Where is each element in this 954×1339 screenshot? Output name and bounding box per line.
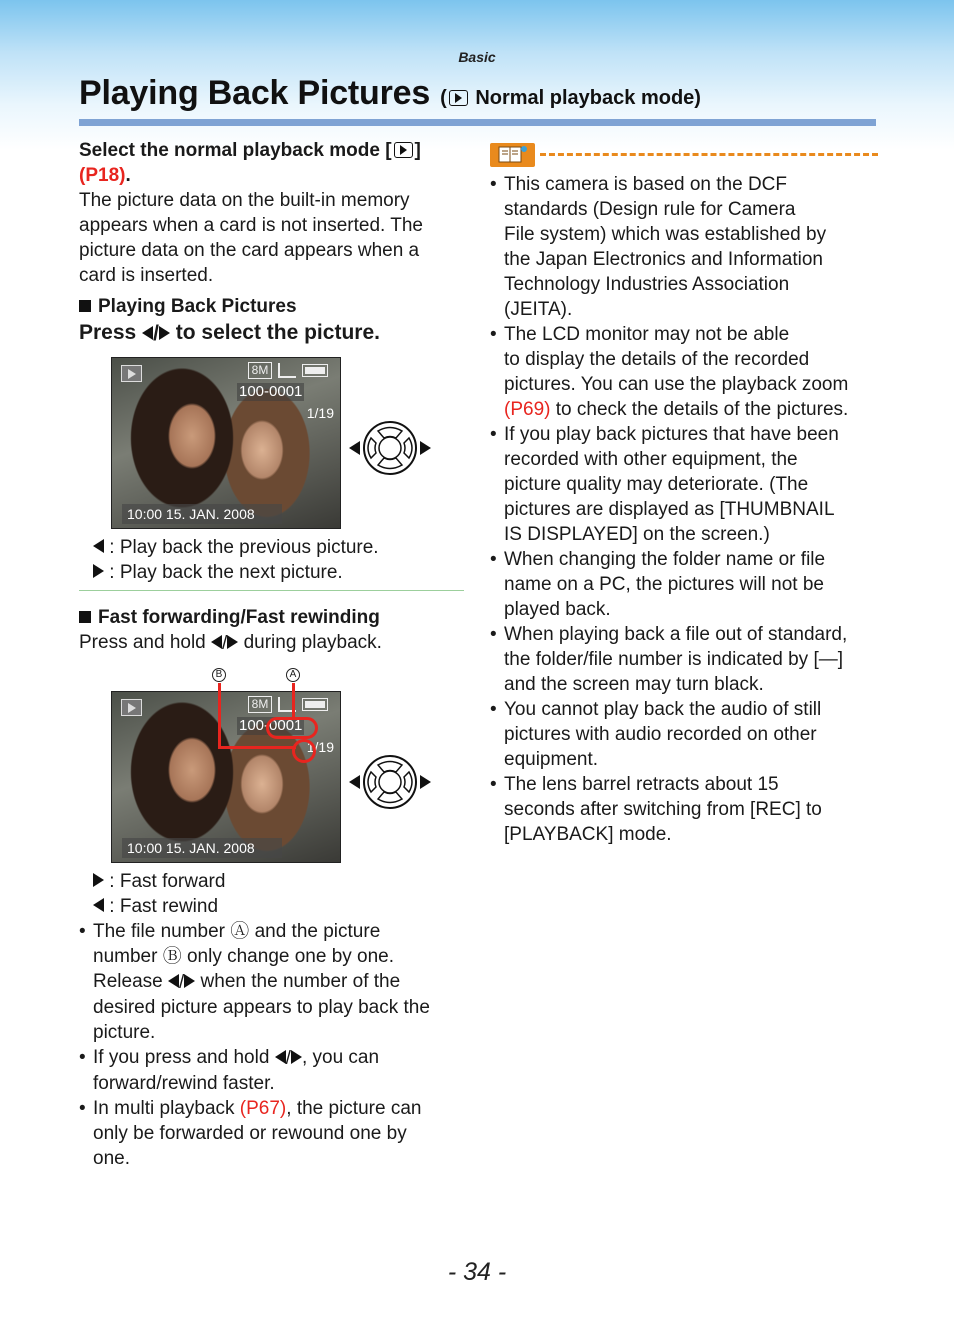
note-line: Technology Industries Association bbox=[504, 274, 790, 295]
release-prefix: Release bbox=[93, 971, 168, 992]
left-right-arrows-icon: / bbox=[142, 321, 170, 346]
left-right-arrows-icon: / bbox=[211, 631, 238, 656]
left-arrow-icon bbox=[93, 898, 104, 912]
cursor-button-left-right-icon bbox=[345, 420, 435, 476]
note-line bbox=[504, 397, 880, 422]
subtitle-text: Normal playback mode) bbox=[475, 87, 701, 109]
release-suffix: when the number of the bbox=[195, 971, 401, 992]
battery-icon bbox=[302, 364, 328, 377]
picture-number-highlight bbox=[292, 739, 316, 763]
note-line: played back. bbox=[504, 599, 611, 620]
hold-suffix: , you can bbox=[301, 1047, 380, 1068]
quality-icon bbox=[278, 363, 296, 378]
fast-press-instruction bbox=[79, 630, 464, 656]
note-line: • If you play back pictures that have been bbox=[504, 424, 839, 445]
note-line: • The lens barrel retracts about 15 bbox=[504, 774, 779, 795]
bullet-line: forward/rewind faster. bbox=[93, 1073, 275, 1094]
bullet-line: number Ⓑ only change one by one. bbox=[93, 946, 395, 967]
fast-bullet bbox=[79, 919, 464, 1045]
callout-a: A bbox=[286, 668, 300, 682]
bullet-line bbox=[93, 969, 464, 995]
press-prefix: Press bbox=[79, 321, 143, 344]
status-icons bbox=[248, 362, 330, 379]
multi-suffix: , the picture can bbox=[286, 1098, 422, 1119]
callout-b-line bbox=[218, 683, 221, 749]
note-line: • When changing the folder name or file bbox=[504, 549, 826, 570]
subtitle-open: ( bbox=[440, 87, 447, 109]
right-arrow-icon bbox=[93, 873, 104, 887]
intro-line: picture data on the card appears when a bbox=[79, 240, 420, 261]
note-item bbox=[490, 772, 880, 847]
legend-rewind-text: : Fast rewind bbox=[109, 896, 219, 917]
legend-rewind bbox=[79, 894, 464, 919]
step-instruction bbox=[79, 138, 464, 163]
multi-prefix: In multi playback bbox=[93, 1098, 240, 1119]
note-line: name on a PC, the pictures will not be bbox=[504, 574, 825, 595]
note-line: standards (Design rule for Camera bbox=[504, 199, 796, 220]
status-icons bbox=[248, 696, 330, 713]
page-subtitle bbox=[440, 87, 701, 110]
note-line: picture quality may deteriorate. (The bbox=[504, 474, 809, 495]
legend-next-text: : Play back the next picture. bbox=[109, 562, 343, 583]
legend-forward-text: : Fast forward bbox=[109, 871, 226, 892]
bullet-line: one. bbox=[93, 1148, 130, 1169]
picture-number: 1/19 bbox=[306, 739, 334, 755]
legend-previous bbox=[93, 535, 379, 560]
notes-column bbox=[490, 172, 880, 847]
bullet-line bbox=[93, 1045, 464, 1071]
left-right-arrows-icon: / bbox=[168, 970, 195, 995]
intro-text bbox=[79, 188, 464, 288]
note-line: • You cannot play back the audio of still bbox=[504, 699, 822, 720]
fast-bullet bbox=[79, 1045, 464, 1096]
note-line: • When playing back a file out of standard, bbox=[504, 624, 848, 645]
page-link-p69[interactable]: (P69) bbox=[504, 399, 551, 420]
callout-b: B bbox=[212, 668, 226, 682]
playback-mode-icon bbox=[121, 699, 142, 716]
fast-section bbox=[79, 605, 464, 656]
step-reference-line bbox=[79, 163, 464, 188]
note-line: • This camera is based on the DCF bbox=[504, 174, 788, 195]
legend-next bbox=[93, 560, 379, 585]
note-dashed-line bbox=[540, 153, 878, 156]
play-mode-icon bbox=[449, 90, 468, 106]
page-link-p18[interactable]: (P18) bbox=[79, 165, 126, 186]
picture-number: 1/19 bbox=[306, 405, 334, 421]
note-line: the Japan Electronics and Information bbox=[504, 249, 823, 270]
note-line: • The LCD monitor may not be able bbox=[504, 324, 790, 345]
fast-details bbox=[79, 869, 464, 1171]
note-item bbox=[490, 422, 880, 547]
section-tag: Basic bbox=[458, 49, 496, 65]
file-number: 100-0001 bbox=[239, 383, 303, 400]
playback-screen-photo bbox=[111, 357, 341, 529]
note-line: the folder/file number is indicated by [—] bbox=[504, 649, 844, 670]
note-line: IS DISPLAYED] on the screen.) bbox=[504, 524, 770, 545]
picture-size-icon: 8M bbox=[248, 696, 272, 713]
note-ref-suffix: to check the details of the pictures. bbox=[550, 399, 849, 420]
fast-heading: Fast forwarding/Fast rewinding bbox=[79, 605, 464, 630]
bullet-line: only be forwarded or rewound one by bbox=[93, 1123, 407, 1144]
file-number-highlight bbox=[266, 717, 318, 739]
press-instruction bbox=[79, 320, 464, 346]
section-divider bbox=[79, 590, 464, 591]
recording-date: 10:00 15. JAN. 2008 bbox=[122, 504, 282, 524]
right-arrow-icon bbox=[93, 564, 104, 578]
fast-press-prefix: Press and hold bbox=[79, 632, 212, 653]
page-title: Playing Back Pictures bbox=[79, 74, 431, 112]
title-rule bbox=[79, 119, 876, 126]
note-line: and the screen may turn black. bbox=[504, 674, 764, 695]
note-item bbox=[490, 697, 880, 772]
playing-back-heading: Playing Back Pictures bbox=[79, 294, 464, 319]
note-line: (JEITA). bbox=[504, 299, 573, 320]
step-suffix: ] bbox=[414, 140, 421, 161]
note-line: seconds after switching from [REC] to bbox=[504, 799, 822, 820]
playing-back-legend bbox=[93, 535, 379, 585]
bullet-line: picture. bbox=[93, 1022, 156, 1043]
press-suffix: to select the picture. bbox=[169, 321, 380, 344]
hold-prefix: If you press and hold bbox=[93, 1047, 275, 1068]
note-item bbox=[490, 622, 880, 697]
note-line: recorded with other equipment, the bbox=[504, 449, 798, 470]
intro-line: appears when a card is not inserted. The bbox=[79, 215, 423, 236]
note-line: pictures are displayed as [THUMBNAIL bbox=[504, 499, 835, 520]
file-number: 100-0001 bbox=[239, 717, 303, 734]
page-link-p67[interactable]: (P67) bbox=[239, 1098, 287, 1119]
intro-line: The picture data on the built-in memory bbox=[79, 190, 410, 211]
legend-previous-text: : Play back the previous picture. bbox=[109, 537, 379, 558]
left-right-arrows-icon: / bbox=[275, 1046, 302, 1071]
step-end: . bbox=[125, 165, 131, 186]
step-prefix: Select the normal playback mode [ bbox=[79, 140, 392, 161]
cursor-button-left-right-icon bbox=[345, 754, 435, 810]
left-arrow-icon bbox=[93, 539, 104, 553]
play-mode-icon bbox=[394, 142, 413, 158]
note-line: [PLAYBACK] mode. bbox=[504, 824, 672, 845]
legend-forward bbox=[79, 869, 464, 894]
bullet-line bbox=[93, 1096, 464, 1121]
note-book-icon bbox=[490, 143, 535, 167]
callout-a-line bbox=[292, 683, 295, 717]
fast-bullet bbox=[79, 1096, 464, 1171]
picture-size-icon: 8M bbox=[248, 362, 272, 379]
note-line: pictures with audio recorded on other bbox=[504, 724, 817, 745]
note-line: File system) which was established by bbox=[504, 224, 827, 245]
note-line: to display the details of the recorded bbox=[504, 349, 810, 370]
note-item bbox=[490, 547, 880, 622]
fast-press-suffix: during playback. bbox=[238, 632, 382, 653]
intro-line: card is inserted. bbox=[79, 265, 214, 286]
note-line: equipment. bbox=[504, 749, 599, 770]
recording-date: 10:00 15. JAN. 2008 bbox=[122, 838, 282, 858]
bullet-line: • The file number Ⓐ and the picture bbox=[93, 921, 381, 942]
page-number: - 34 - bbox=[447, 1258, 507, 1286]
bullet-line: desired picture appears to play back the bbox=[93, 997, 430, 1018]
left-column bbox=[79, 138, 464, 346]
battery-icon bbox=[302, 698, 328, 711]
note-item bbox=[490, 322, 880, 422]
note-line: pictures. You can use the playback zoom bbox=[504, 374, 849, 395]
note-item bbox=[490, 172, 880, 322]
callout-b-line bbox=[218, 746, 296, 749]
page-title-row bbox=[79, 74, 701, 113]
playback-mode-icon bbox=[121, 365, 142, 382]
